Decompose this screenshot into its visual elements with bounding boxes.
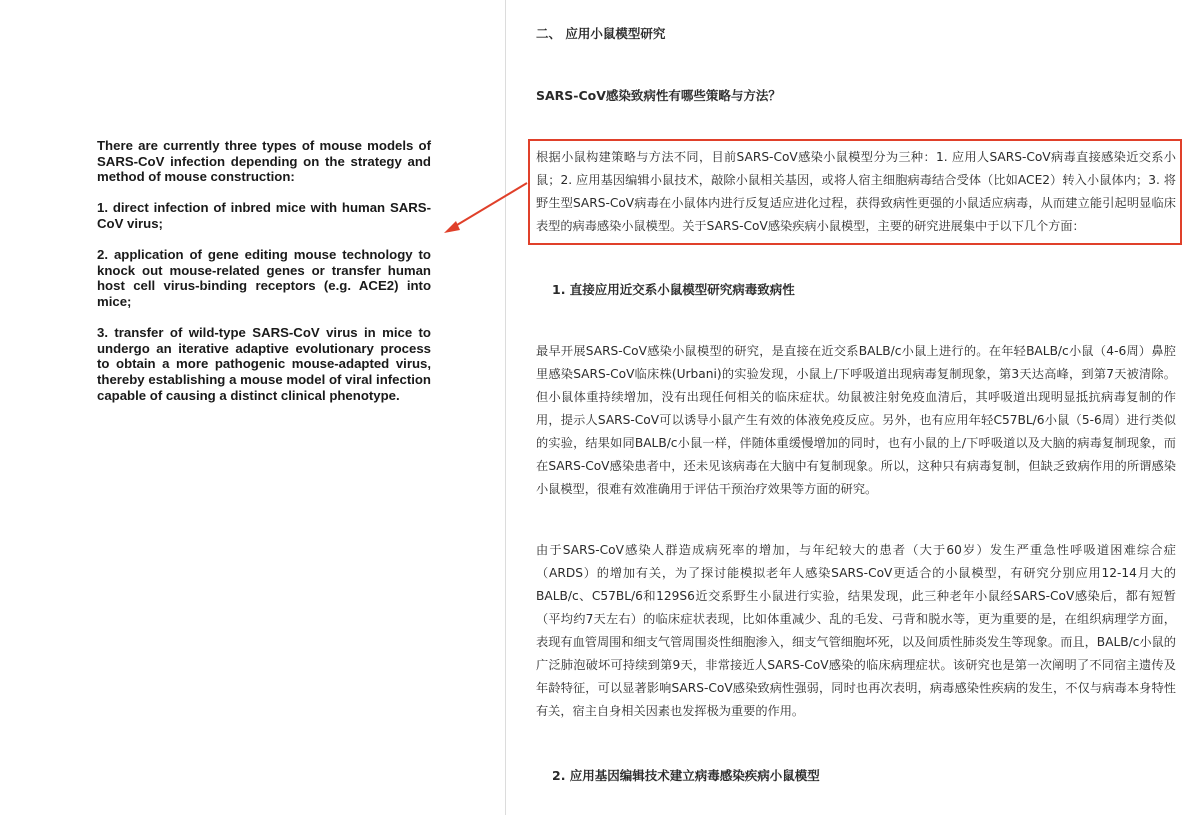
english-annotation	[97, 138, 431, 419]
annotation-point-2: 2. application of gene editing mouse technology to knock out mouse-related genes or transfer human host cell virus-binding receptors (e.g. ACE2) into mice;	[97, 247, 431, 309]
question-heading: SARS-CoV感染致病性有哪些策略与方法？	[536, 88, 781, 103]
annotation-point-1: 1. direct infection of inbred mice with human SARS-CoV virus;	[97, 200, 431, 231]
highlighted-paragraph: 根据小鼠构建策略与方法不同，目前SARS-CoV感染小鼠模型分为三种：1. 应用人SARS-CoV病毒直接感染近交系小鼠；2. 应用基因编辑小鼠技术，敲除小鼠相关基因，或将人宿主细胞病毒结合受体（比如ACE2）转入小鼠体内；3. 将野生型SARS-CoV病毒在小鼠体内进行反复适应进化过程，获得致病性更强的小鼠适应病毒，从而建立能引起明显临床表型的病毒感染小鼠模型。关于SARS-CoV感染疾病小鼠模型，主要的研究进展集中于以下几个方面：	[536, 150, 1176, 233]
section-title: 二、 应用小鼠模型研究	[536, 26, 666, 41]
paragraph-1: 最早开展SARS-CoV感染小鼠模型的研究，是直接在近交系BALB/c小鼠上进行的。在年轻BALB/c小鼠（4-6周）鼻腔里感染SARS-CoV临床株(Urbani)的实验发现，小鼠上/下呼吸道出现病毒复制现象，第3天达高峰，到第7天被清除。但小鼠体重持续增加，没有出现任何相关的临床症状。幼鼠被注射免疫血清后，其呼吸道出现明显抵抗病毒复制的作用，提示人SARS-CoV可以诱导小鼠产生有效的体液免疫反应。另外，也有应用年轻C57BL/6小鼠（5-6周）进行类似的实验，结果如同BALB/c小鼠一样，伴随体重缓慢增加的同时，也有小鼠的上/下呼吸道以及大脑的病毒复制现象，而在SARS-CoV感染患者中，还未见该病毒在大脑中有复制现象。所以，这种只有病毒复制，但缺乏致病作用的所谓感染小鼠模型，很难有效准确用于评估干预治疗效果等方面的研究。	[536, 344, 1176, 496]
paragraph-2: 由于SARS-CoV感染人群造成病死率的增加，与年纪较大的患者（大于60岁）发生严重急性呼吸道困难综合症（ARDS）的增加有关，为了探讨能模拟老年人感染SARS-CoV更适合的小鼠模型，有研究分别应用12-14月大的BALB/c、C57BL/6和129S6近交系野生小鼠进行实验，结果发现，此三种老年小鼠经SARS-CoV感染后，都有短暂（平均约7天左右）的临床症状表现，比如体重减少、乱的毛发、弓背和脱水等，更为重要的是，在组织病理学方面，表现有血管周围和细支气管周围炎性细胞渗入，细支气管细胞坏死，以及间质性肺炎发生等现象。而且，BALB/c小鼠的广泛肺泡破坏可持续到第9天，非常接近人SARS-CoV感染的临床病理症状。该研究也是第一次阐明了不同宿主遗传及年龄特征，可以显著影响SARS-CoV感染致病性强弱，同时也再次表明，病毒感染性疾病的发生，不仅与病毒本身特性有关，宿主自身相关因素也发挥极为重要的作用。	[536, 543, 1176, 718]
annotation-point-3: 3. transfer of wild-type SARS-CoV virus in mice to undergo an iterative adaptive evolutionary process to obtain a more pathogenic mouse-adapted virus, thereby establishing a mouse model of viral infection capable of causing a distinct clinical phenotype.	[97, 325, 431, 403]
annotation-intro: There are currently three types of mouse models of SARS-CoV infection depending on the strategy and method of mouse construction:	[97, 138, 431, 185]
subheading-2: 2. 应用基因编辑技术建立病毒感染疾病小鼠模型	[552, 768, 820, 783]
subheading-1: 1. 直接应用近交系小鼠模型研究病毒致病性	[552, 282, 795, 297]
annotation-pane	[0, 0, 505, 815]
